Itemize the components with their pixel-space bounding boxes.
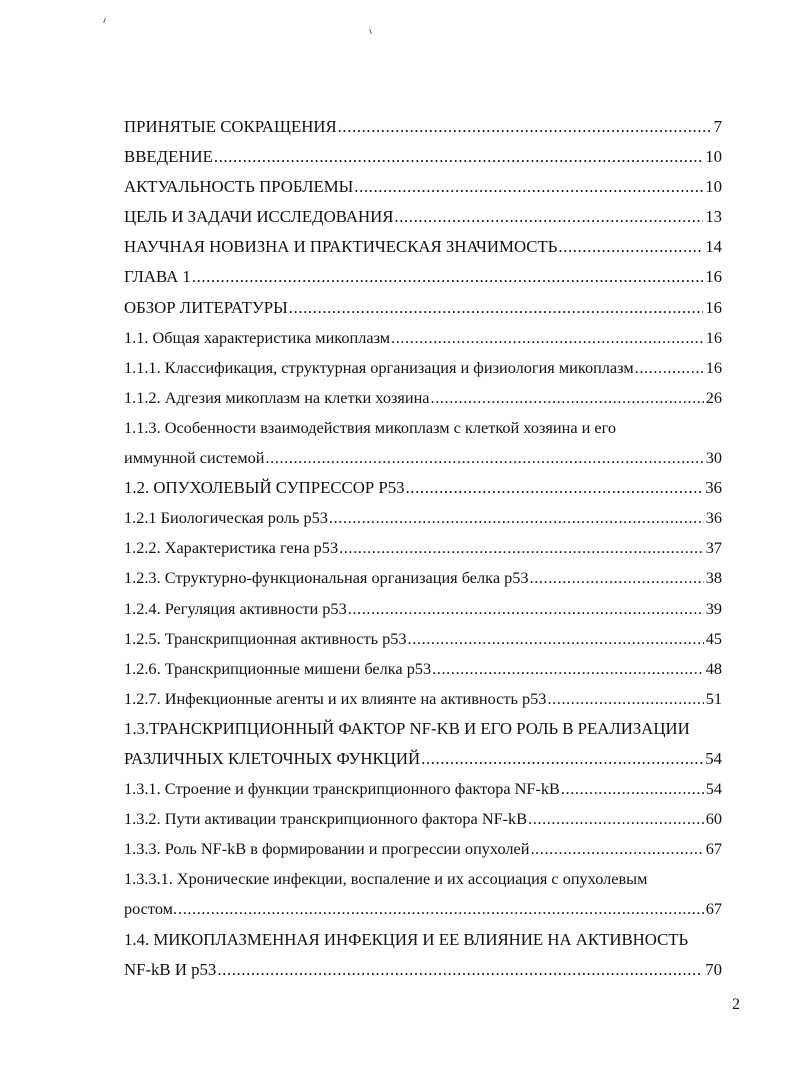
toc-entry-page: 16 bbox=[705, 297, 722, 317]
toc-entry-title: 1.3.3.1. Хронические инфекции, воспаление и их ассоциация с опухолевым bbox=[124, 869, 648, 889]
dot-leader bbox=[560, 774, 704, 804]
toc-entry[interactable] bbox=[124, 834, 722, 864]
toc-entry-title: 1.2. ОПУХОЛЕВЫЙ СУПРЕССОР Р53 bbox=[124, 478, 405, 498]
dot-leader bbox=[337, 112, 712, 142]
toc-entry[interactable] bbox=[124, 744, 722, 774]
toc-entry-title: 1.2.2. Характеристика гена p53 bbox=[124, 538, 339, 558]
toc-entry-page: 38 bbox=[705, 568, 722, 588]
toc-entry-title: иммунной системой bbox=[124, 448, 265, 468]
dot-leader bbox=[213, 142, 703, 172]
dot-leader bbox=[393, 202, 703, 232]
toc-entry-page: 54 bbox=[705, 779, 722, 799]
toc-entry-page: 48 bbox=[705, 658, 722, 678]
toc-entry[interactable] bbox=[124, 443, 722, 473]
toc-entry-page: 54 bbox=[705, 748, 722, 768]
toc-entry-title: 1.3.1. Строение и функции транскрипционного фактора NF-kB bbox=[124, 779, 560, 799]
toc-entry-title: 1.2.1 Биологическая роль p53 bbox=[124, 508, 328, 528]
toc-entry[interactable] bbox=[124, 232, 722, 262]
toc-entry-page: 10 bbox=[705, 177, 722, 197]
dot-leader bbox=[430, 383, 704, 413]
toc-entry-line[interactable] bbox=[124, 864, 722, 894]
toc-entry-page: 14 bbox=[705, 237, 722, 257]
dot-leader bbox=[546, 684, 703, 714]
toc-entry[interactable] bbox=[124, 473, 722, 503]
toc-entry[interactable] bbox=[124, 684, 722, 714]
toc-entry-page: 67 bbox=[705, 899, 722, 919]
toc-entry-page: 36 bbox=[705, 508, 722, 528]
dot-leader bbox=[420, 744, 703, 774]
dot-leader bbox=[527, 804, 704, 834]
dot-leader bbox=[634, 353, 704, 383]
toc-entry-title: 1.2.3. Структурно-функциональная организация белка p53 bbox=[124, 568, 529, 588]
toc-entry-page: 16 bbox=[705, 327, 722, 347]
toc-entry[interactable] bbox=[124, 804, 722, 834]
toc-entry[interactable] bbox=[124, 323, 722, 353]
toc-entry[interactable] bbox=[124, 533, 722, 563]
dot-leader bbox=[529, 834, 703, 864]
toc-entry-title: РАЗЛИЧНЫХ КЛЕТОЧНЫХ ФУНКЦИЙ bbox=[124, 748, 421, 768]
toc-entry-title: АКТУАЛЬНОСТЬ ПРОБЛЕМЫ bbox=[124, 177, 354, 197]
toc-entry-page: 13 bbox=[705, 207, 722, 227]
toc-entry-title: 1.3.ТРАНСКРИПЦИОННЫЙ ФАКТОР NF-KB И ЕГО РОЛЬ В РЕАЛИЗАЦИИ bbox=[124, 718, 690, 738]
toc-entry[interactable] bbox=[124, 202, 722, 232]
toc-entry-page: 30 bbox=[705, 448, 722, 468]
dot-leader bbox=[338, 533, 704, 563]
toc-entry-title: 1.4. МИКОПЛАЗМЕННАЯ ИНФЕКЦИЯ И ЕЕ ВЛИЯНИЕ НА АКТИВНОСТЬ bbox=[124, 929, 689, 949]
toc-entry[interactable] bbox=[124, 624, 722, 654]
toc-entry[interactable] bbox=[124, 353, 722, 383]
toc-entry-title: ГЛАВА 1 bbox=[124, 267, 191, 287]
toc-entry[interactable] bbox=[124, 293, 722, 323]
toc-entry-title: 1.2.6. Транскрипционные мишени белка p53 bbox=[124, 658, 432, 678]
toc-entry-title: 1.1. Общая характеристика микоплазм bbox=[124, 327, 391, 347]
toc-entry-page: 36 bbox=[705, 478, 722, 498]
toc-entry[interactable] bbox=[124, 262, 722, 292]
toc-entry-page: 51 bbox=[705, 688, 722, 708]
toc-entry[interactable] bbox=[124, 563, 722, 593]
toc-entry-title: ростом. bbox=[124, 899, 178, 919]
toc-entry[interactable] bbox=[124, 172, 722, 202]
dot-leader bbox=[264, 443, 703, 473]
toc-entry-page: 60 bbox=[705, 809, 722, 829]
toc-entry[interactable] bbox=[124, 142, 722, 172]
toc-entry-title: 1.1.3. Особенности взаимодействия микоплазм с клеткой хозяина и его bbox=[124, 417, 617, 437]
dot-leader bbox=[353, 172, 703, 202]
toc-entry-title: 1.3.3. Роль NF-kB в формировании и прогрессии опухолей bbox=[124, 839, 530, 859]
toc-entry-title: 1.1.1. Классификация, структурная организация и физиология микоплазм bbox=[124, 357, 634, 377]
toc-entry[interactable] bbox=[124, 894, 722, 924]
toc-entry[interactable] bbox=[124, 503, 722, 533]
toc-entry-page: 37 bbox=[705, 538, 722, 558]
dot-leader bbox=[405, 473, 704, 503]
toc-entry-page: 10 bbox=[705, 147, 722, 167]
toc-entry-page: 70 bbox=[705, 959, 722, 979]
toc-entry-page: 16 bbox=[705, 267, 722, 287]
toc-entry[interactable] bbox=[124, 955, 722, 985]
toc-entry-title: 1.2.5. Транскрипционная активность p53 bbox=[124, 628, 407, 648]
dot-leader bbox=[288, 293, 703, 323]
toc-entry[interactable] bbox=[124, 774, 722, 804]
dot-leader bbox=[431, 654, 704, 684]
toc-entry[interactable] bbox=[124, 383, 722, 413]
scan-mark bbox=[369, 29, 372, 34]
toc-entry[interactable] bbox=[124, 112, 722, 142]
toc-entry-title: НАУЧНАЯ НОВИЗНА И ПРАКТИЧЕСКАЯ ЗНАЧИМОСТЬ bbox=[124, 237, 558, 257]
scan-mark bbox=[103, 18, 106, 23]
toc-entry-title: ЦЕЛЬ И ЗАДАЧИ ИССЛЕДОВАНИЯ bbox=[124, 207, 394, 227]
toc-entry-page: 7 bbox=[713, 117, 722, 136]
toc-entry-page: 26 bbox=[705, 387, 722, 407]
dot-leader bbox=[557, 232, 703, 262]
toc-entry-title: 1.2.4. Регуляция активности p53 bbox=[124, 598, 347, 618]
toc-entry-title: 1.2.7. Инфекционные агенты и их влиянте на активность p53 bbox=[124, 688, 547, 708]
dot-leader bbox=[529, 563, 704, 593]
dot-leader bbox=[191, 262, 703, 292]
dot-leader bbox=[216, 955, 703, 985]
toc-entry-line[interactable] bbox=[124, 413, 722, 443]
dot-leader bbox=[407, 624, 704, 654]
page-number: 2 bbox=[732, 996, 740, 1013]
toc-entry-page: 67 bbox=[705, 839, 722, 859]
toc-entry-title: ОБЗОР ЛИТЕРАТУРЫ bbox=[124, 297, 288, 317]
toc-entry-line[interactable] bbox=[124, 925, 722, 955]
toc-entry-title: ПРИНЯТЫЕ СОКРАЩЕНИЯ bbox=[124, 117, 337, 136]
toc-entry-page: 45 bbox=[705, 628, 722, 648]
toc-entry-line[interactable] bbox=[124, 714, 722, 744]
table-of-contents bbox=[124, 112, 722, 985]
toc-entry-page: 39 bbox=[705, 598, 722, 618]
dot-leader bbox=[328, 503, 704, 533]
dot-leader bbox=[390, 323, 704, 353]
dot-leader bbox=[177, 894, 704, 924]
toc-entry[interactable] bbox=[124, 654, 722, 684]
toc-entry-title: ВВЕДЕНИЕ bbox=[124, 147, 213, 167]
toc-entry[interactable] bbox=[124, 594, 722, 624]
toc-entry-page: 16 bbox=[705, 357, 722, 377]
toc-entry-title: 1.3.2. Пути активации транскрипционного фактора NF-kB bbox=[124, 809, 528, 829]
dot-leader bbox=[347, 594, 704, 624]
toc-entry-title: 1.1.2. Адгезия микоплазм на клетки хозяина bbox=[124, 387, 430, 407]
toc-entry-title: NF-kB И p53 bbox=[124, 959, 217, 979]
